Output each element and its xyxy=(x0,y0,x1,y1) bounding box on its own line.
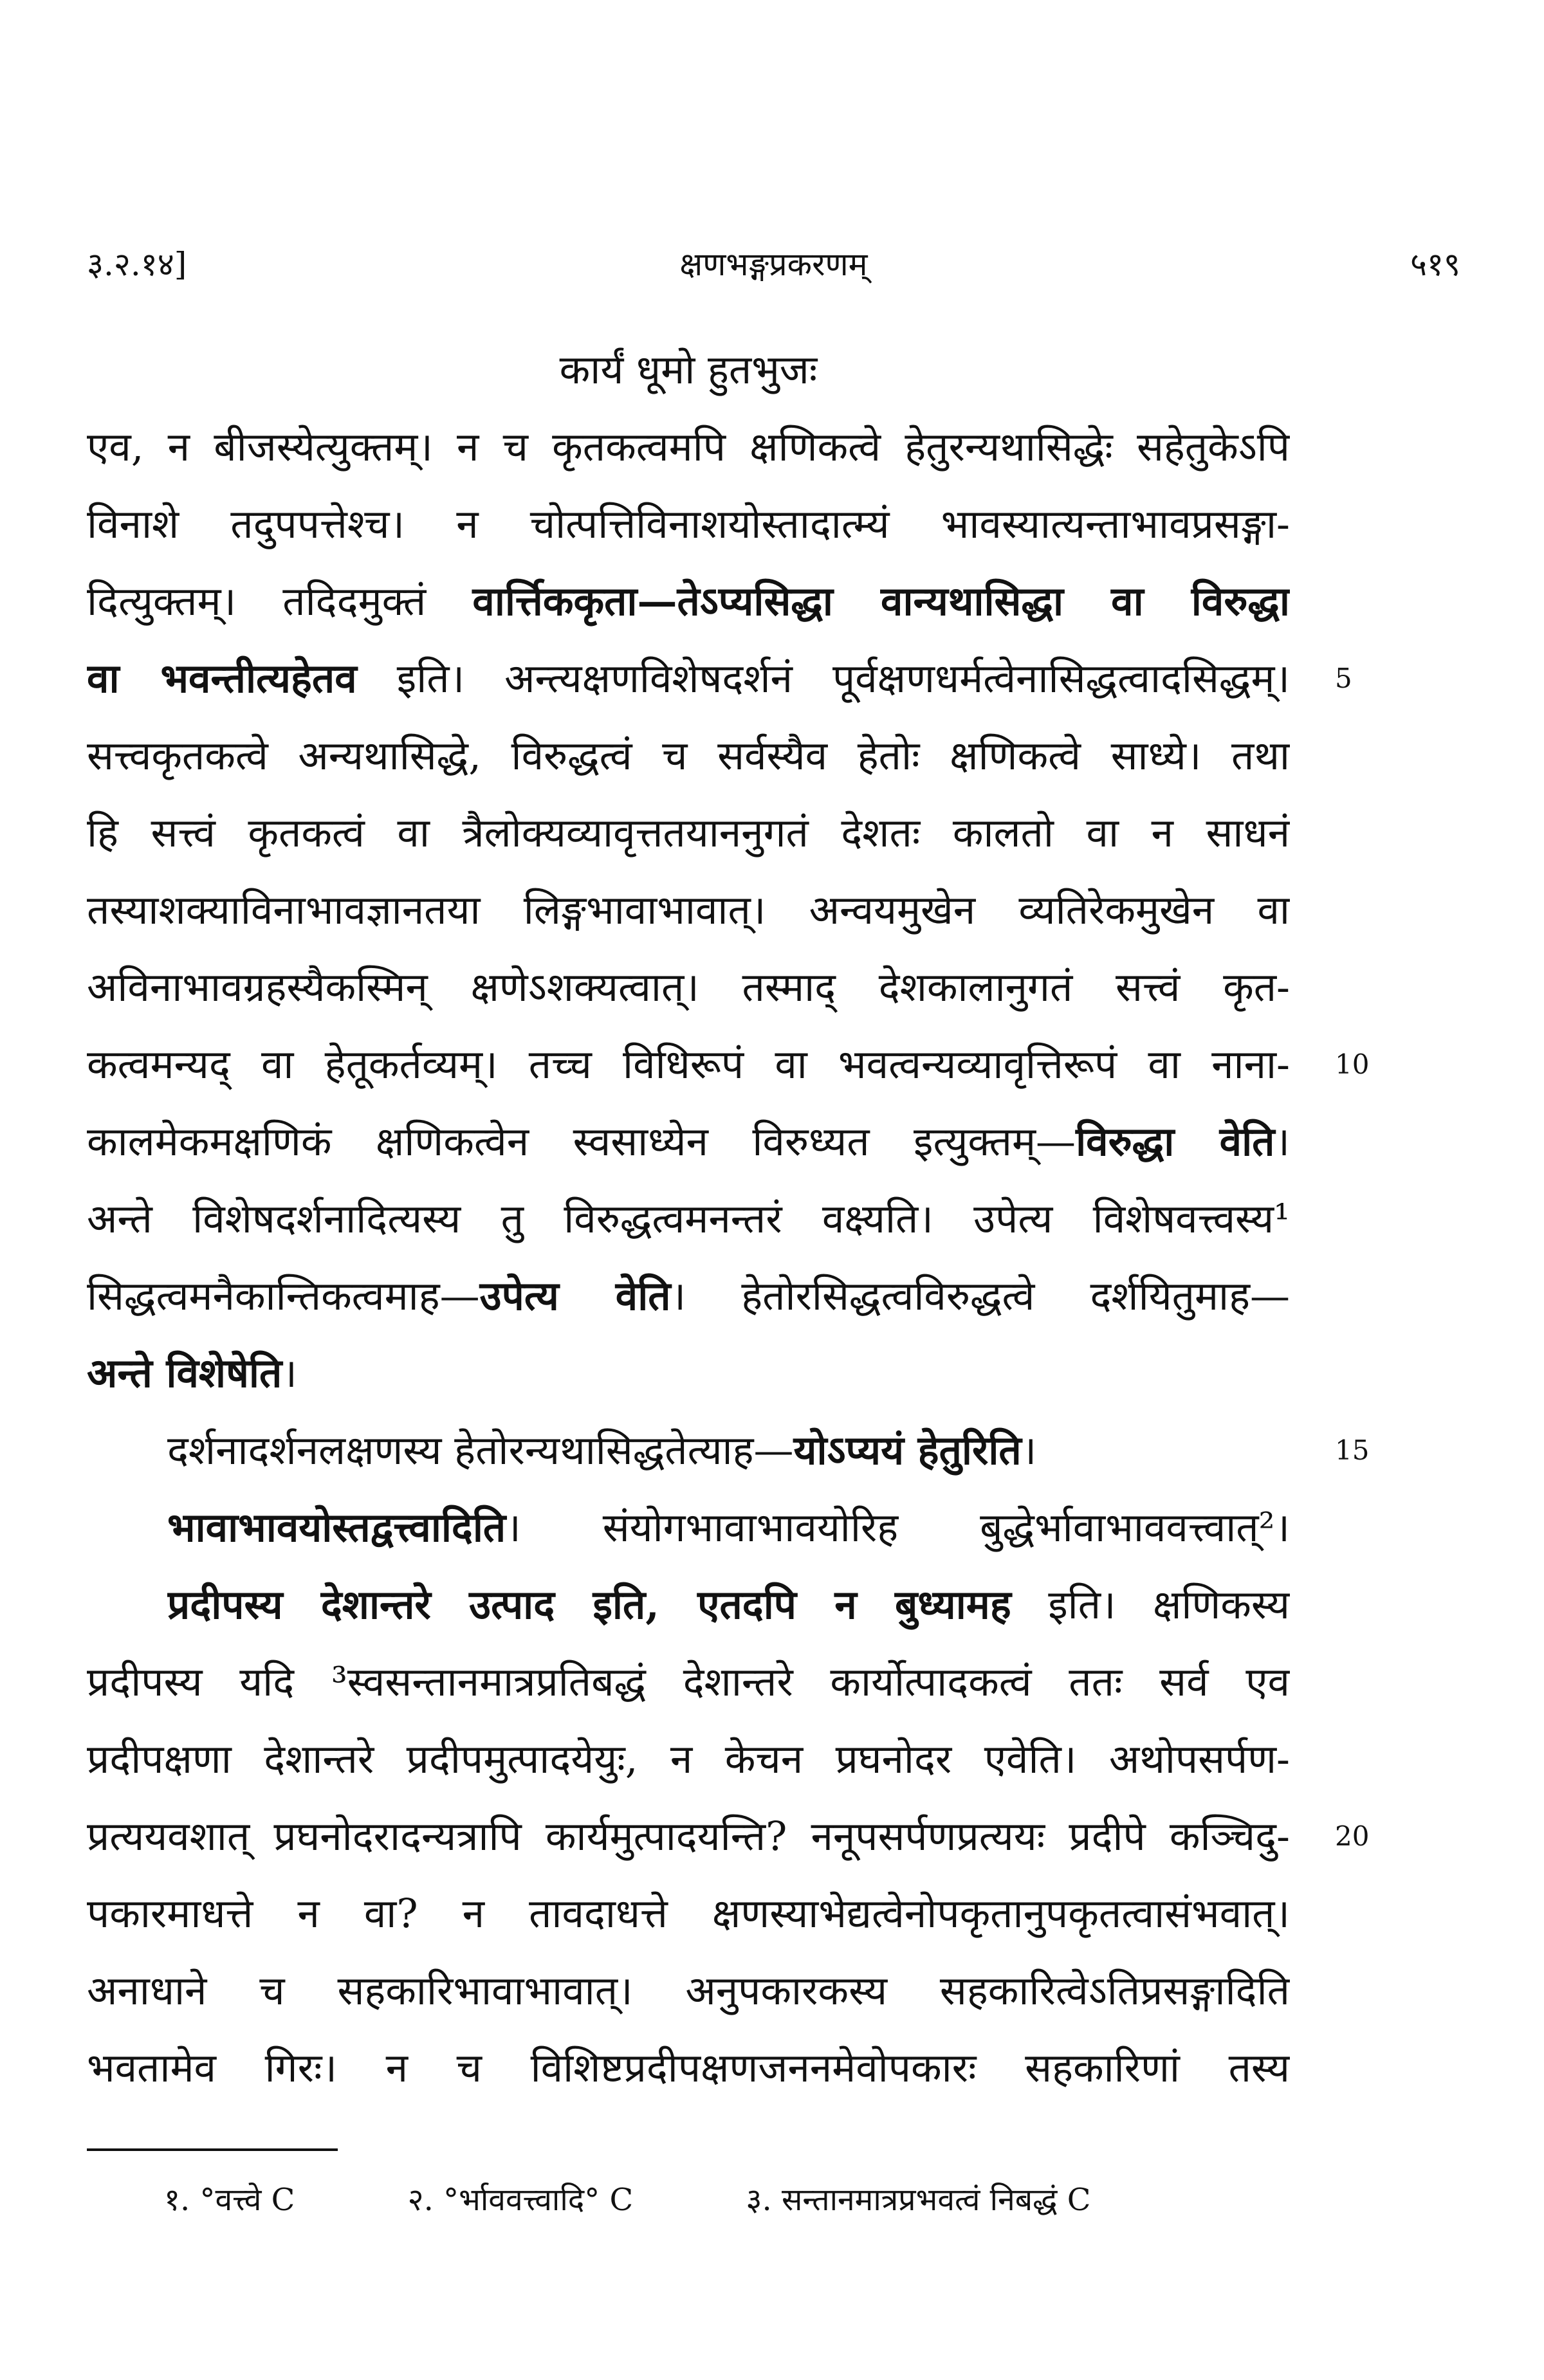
footnote: १. °वत्त्वे C xyxy=(164,2182,295,2218)
text-line: भवतामेव गिरः। न च विशिष्टप्रदीपक्षणजननमेवोपकारः सहकारिणां तस्य xyxy=(87,2044,1290,2091)
text-line: वा भवन्तीत्यहेतव इति। अन्त्यक्षणविशेषदर्शनं पूर्वक्षणधर्मत्वेनासिद्धत्वादसिद्धम्। xyxy=(87,655,1290,702)
text-line: प्रदीपस्य देशान्तरे उत्पाद इति, एतदपि न बुध्यामह इति। क्षणिकस्य xyxy=(167,1581,1290,1628)
text-line: हि सत्त्वं कृतकत्वं वा त्रैलोक्यव्यावृत्ततयाननुगतं देशतः कालतो वा न साधनं xyxy=(87,809,1290,856)
text-line: तस्याशक्याविनाभावज्ञानतया लिङ्गभावाभावात्। अन्वयमुखेन व्यतिरेकमुखेन वा xyxy=(87,886,1290,933)
footnote: ३. सन्तानमात्रप्रभवत्वं निबद्धं C xyxy=(746,2182,1091,2218)
text-line: विनाशे तदुपपत्तेश्च। न चोत्पत्तिविनाशयोस्तादात्म्यं भावस्यात्यन्ताभावप्रसङ्गा- xyxy=(87,500,1290,547)
footnotes xyxy=(164,2171,1194,2229)
line-number: 10 xyxy=(1335,1048,1370,1080)
text-line: प्रदीपस्य यदि ³स्वसन्तानमात्रप्रतिबद्धं देशान्तरे कार्योत्पादकत्वं ततः सर्व एव xyxy=(87,1658,1290,1705)
chapter-title: क्षणभङ्गप्रकरणम् xyxy=(679,246,868,283)
line-number: 15 xyxy=(1335,1434,1370,1466)
text-line: अविनाभावग्रहस्यैकस्मिन् क्षणेऽशक्यत्वात्। तस्माद् देशकालानुगतं सत्त्वं कृत- xyxy=(87,964,1290,1011)
text-line: अन्ते विशेषदर्शनादित्यस्य तु विरुद्धत्वमनन्तरं वक्ष्यति। उपेत्य विशेषवत्त्वस्य¹ xyxy=(87,1195,1290,1242)
text-line: प्रदीपक्षणा देशान्तरे प्रदीपमुत्पादयेयुः, न केचन प्रघनोदर एवेति। अथोपसर्पण- xyxy=(87,1735,1290,1782)
footnote: २. °र्भाववत्त्वादि° C xyxy=(407,2182,634,2218)
text-line: सत्त्वकृतकत्वे अन्यथासिद्धे, विरुद्धत्वं च सर्वस्यैव हेतोः क्षणिकत्वे साध्ये। तथा xyxy=(87,732,1290,779)
section-reference: ३.२.१४] xyxy=(87,246,187,283)
text-line: भावाभावयोस्तद्वत्त्वादिति। संयोगभावाभावयोरिह बुद्धेर्भावाभाववत्त्वात्²। xyxy=(167,1504,1290,1551)
page-number: ५१९ xyxy=(1410,246,1460,283)
text-line: प्रत्ययवशात् प्रघनोदरादन्यत्रापि कार्यमुत्पादयन्ति? ननूपसर्पणप्रत्ययः प्रदीपे कञ्चिदु- xyxy=(87,1813,1290,1860)
running-header xyxy=(87,241,1460,299)
footnote-rule xyxy=(87,2148,338,2151)
text-line: पकारमाधत्ते न वा? न तावदाधत्ते क्षणस्याभेद्यत्वेनोपकृतानुपकृतत्वासंभवात्। xyxy=(87,1890,1290,1937)
verse-line: कार्यं धूमो हुतभुजः xyxy=(559,346,818,393)
text-line: अन्ते विशेषेति। xyxy=(87,1350,297,1396)
text-line: दित्युक्तम्। तदिदमुक्तं वार्त्तिककृता—तेऽप्यसिद्धा वान्यथासिद्धा वा विरुद्धा xyxy=(87,578,1290,625)
text-line: कत्वमन्यद् वा हेतूकर्तव्यम्। तच्च विधिरूपं वा भवत्वन्यव्यावृत्तिरूपं वा नाना- xyxy=(87,1041,1290,1088)
line-number: 20 xyxy=(1335,1820,1370,1852)
text-line: एव, न बीजस्येत्युक्तम्। न च कृतकत्वमपि क्षणिकत्वे हेतुरन्यथासिद्धेः सहेतुकेऽपि xyxy=(87,423,1290,470)
text-line: अनाधाने च सहकारिभावाभावात्। अनुपकारकस्य सहकारित्वेऽतिप्रसङ्गादिति xyxy=(87,1967,1290,2014)
text-line: कालमेकमक्षणिकं क्षणिकत्वेन स्वसाध्येन विरुध्यत इत्युक्तम्—विरुद्धा वेति। xyxy=(87,1118,1290,1165)
text-line: सिद्धत्वमनैकान्तिकत्वमाह—उपेत्य वेति। हेतोरसिद्धत्वविरुद्धत्वे दर्शयितुमाह— xyxy=(87,1272,1290,1319)
text-line: दर्शनादर्शनलक्षणस्य हेतोरन्यथासिद्धतेत्याह—योऽप्ययं हेतुरिति। xyxy=(167,1427,1037,1474)
line-number: 5 xyxy=(1335,663,1352,694)
